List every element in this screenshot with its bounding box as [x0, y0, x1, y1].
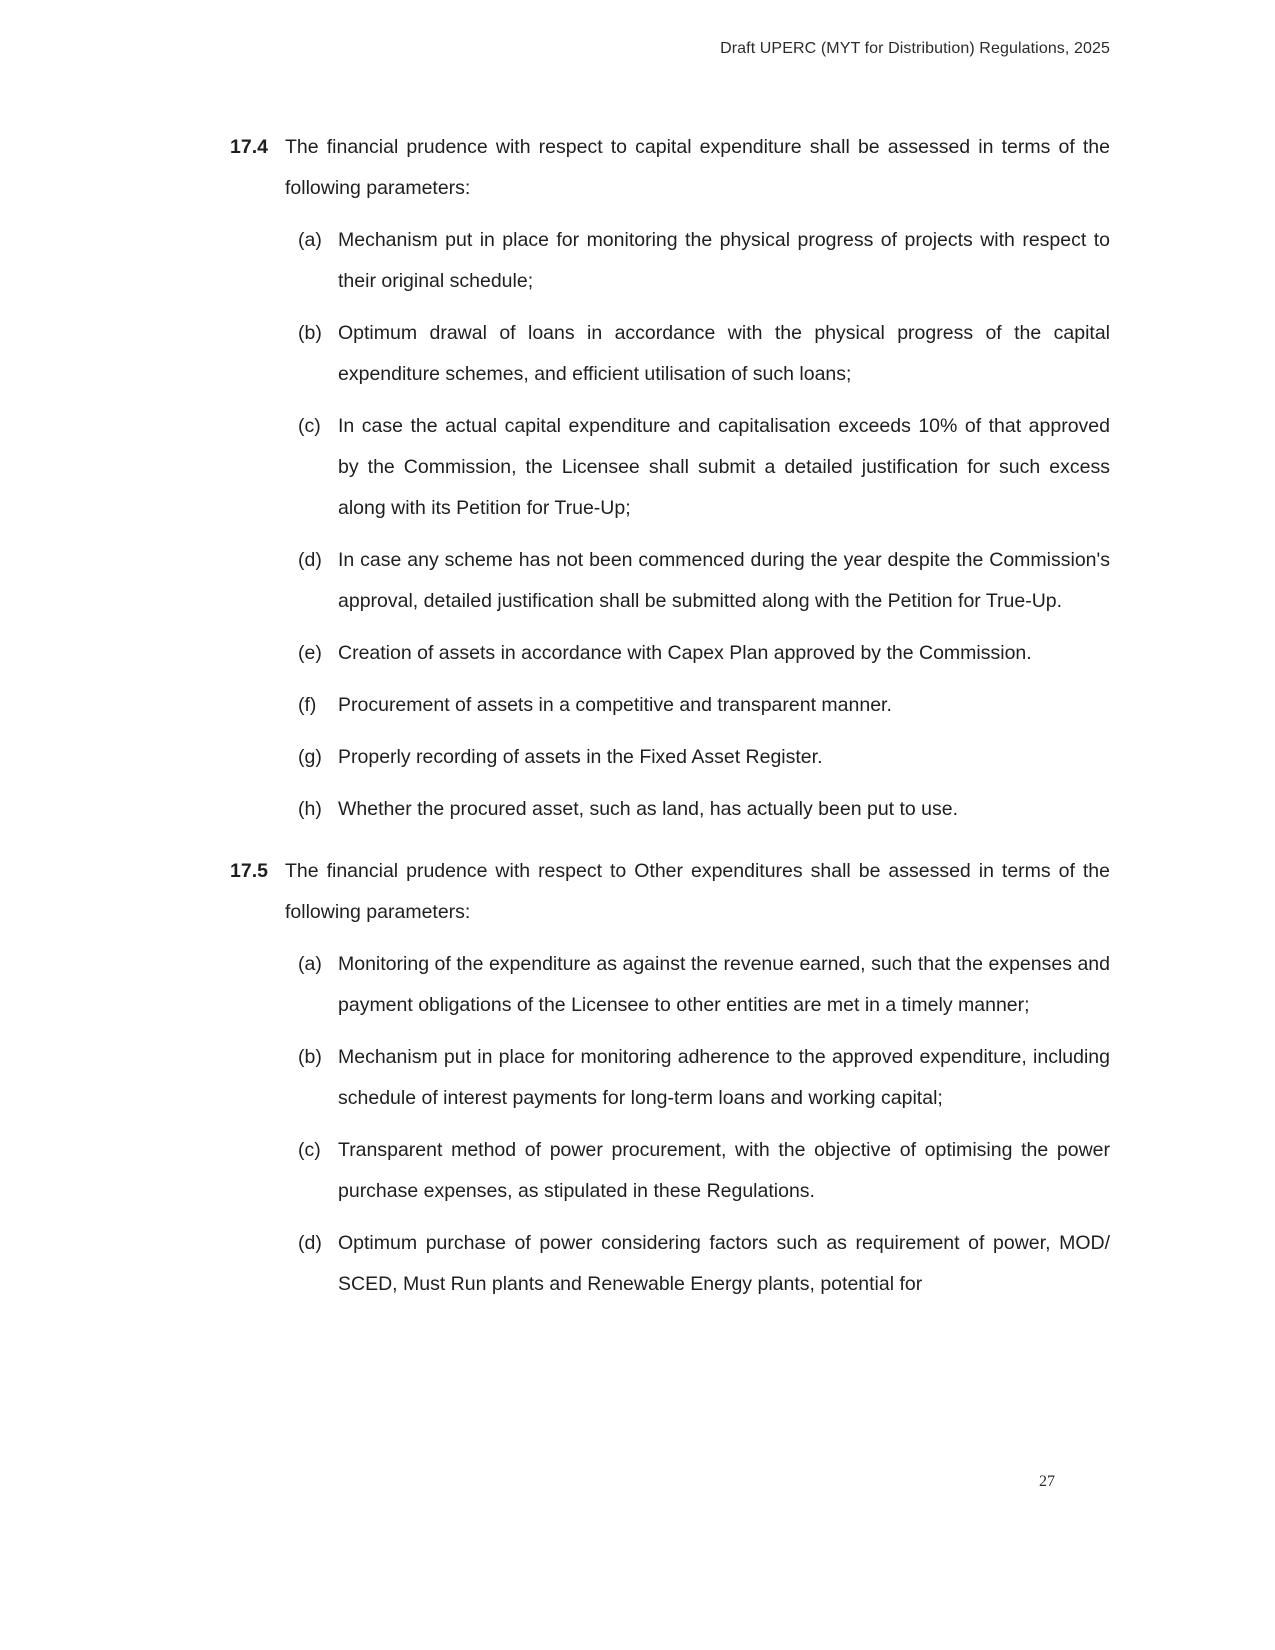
section-text: The financial prudence with respect to capital expenditure shall be assessed in terms of the following parameters:: [285, 136, 1110, 199]
list-item: [298, 1037, 1110, 1119]
section-number: 17.5: [230, 860, 268, 882]
section-17-4: [230, 127, 1110, 841]
item-label: (a): [298, 229, 322, 251]
item-text: Mechanism put in place for monitoring the physical progress of projects with respect to their original schedule;: [338, 229, 1110, 292]
item-text: Mechanism put in place for monitoring adherence to the approved expenditure, including schedule of interest payments for long-term loans and working capital;: [338, 1046, 1110, 1109]
list-item: [298, 633, 1110, 674]
item-text: In case the actual capital expenditure and capitalisation exceeds 10% of that approved by the Commission, the Licensee shall submit a detailed justification for such excess along with its Petition for True-Up;: [338, 415, 1110, 519]
page-number: 27: [1039, 1473, 1055, 1490]
item-text: Optimum drawal of loans in accordance with the physical progress of the capital expenditure schemes, and efficient utilisation of such loans;: [338, 322, 1110, 385]
list-item: [298, 313, 1110, 395]
list-item: [298, 789, 1110, 830]
item-text: Properly recording of assets in the Fixed Asset Register.: [338, 746, 823, 768]
item-text: Monitoring of the expenditure as against the revenue earned, such that the expenses and payment obligations of the Licensee to other entities are met in a timely manner;: [338, 953, 1110, 1016]
list-item: [298, 737, 1110, 778]
item-label: (h): [298, 798, 322, 820]
item-label: (d): [298, 549, 322, 571]
list-item: [298, 944, 1110, 1026]
document-body: [230, 127, 1110, 1326]
item-label: (c): [298, 415, 321, 437]
section-text: The financial prudence with respect to Other expenditures shall be assessed in terms of the following parameters:: [285, 860, 1110, 923]
item-text: Optimum purchase of power considering factors such as requirement of power, MOD/ SCED, Must Run plants and Renewable Energy plants, potential for: [338, 1232, 1110, 1295]
item-text: Creation of assets in accordance with Capex Plan approved by the Commission.: [338, 642, 1032, 664]
section-17-5: [230, 851, 1110, 1316]
list-item: [298, 220, 1110, 302]
section-body: [285, 127, 1110, 841]
item-label: (g): [298, 746, 322, 768]
item-text: Whether the procured asset, such as land, has actually been put to use.: [338, 798, 959, 820]
item-text: Procurement of assets in a competitive and transparent manner.: [338, 694, 892, 716]
item-label: (e): [298, 642, 322, 664]
list-item: [298, 1130, 1110, 1212]
running-header: Draft UPERC (MYT for Distribution) Regulations, 2025: [720, 40, 1110, 57]
section-body: [285, 851, 1110, 1316]
item-label: (b): [298, 322, 322, 344]
item-text: In case any scheme has not been commenced during the year despite the Commission's approval, detailed justification shall be submitted along with the Petition for True-Up.: [338, 549, 1110, 612]
list-item: [298, 406, 1110, 529]
list-item: [298, 540, 1110, 622]
item-label: (a): [298, 953, 322, 975]
list-item: [298, 685, 1110, 726]
item-label: (c): [298, 1139, 321, 1161]
item-label: (b): [298, 1046, 322, 1068]
item-label: (f): [298, 694, 317, 716]
list-item: [298, 1223, 1110, 1305]
item-text: Transparent method of power procurement, with the objective of optimising the power purchase expenses, as stipulated in these Regulations.: [338, 1139, 1110, 1202]
section-number: 17.4: [230, 136, 268, 158]
item-label: (d): [298, 1232, 322, 1254]
